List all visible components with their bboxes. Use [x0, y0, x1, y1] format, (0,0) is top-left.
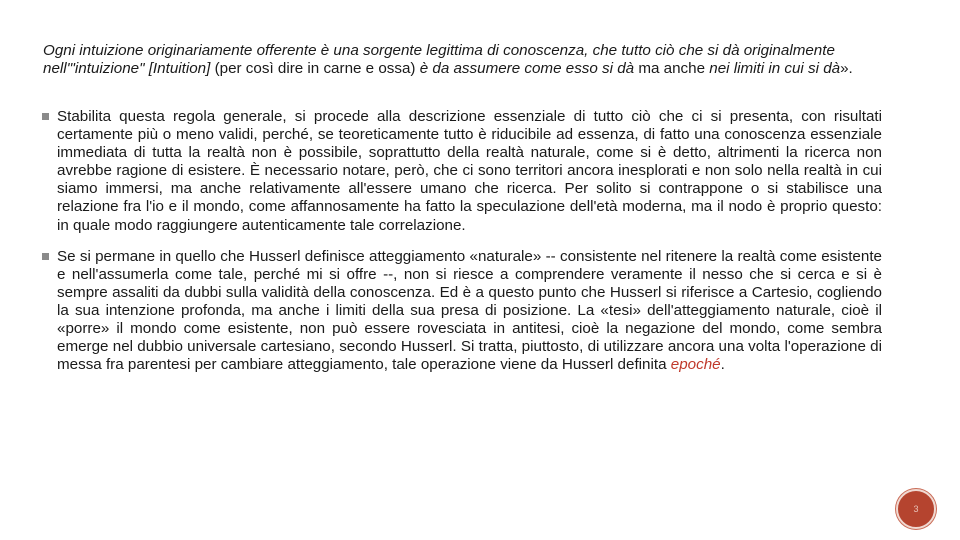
intro-text-3: è da assumere come esso si dà — [419, 60, 635, 77]
intro-text-2: (per così dire in carne e ossa) — [210, 60, 420, 77]
intro-text-5: nei limiti in cui si dà — [709, 60, 841, 77]
page-number: 3 — [913, 504, 919, 514]
intro-text-6: ». — [840, 60, 853, 77]
bullet-list — [42, 108, 882, 374]
bullet-square-icon — [42, 253, 49, 260]
bullet-square-icon — [42, 113, 49, 120]
bullet-item — [42, 248, 882, 375]
bullet-text: Se si permane in quello che Husserl definisce atteggiamento «naturale» -- consistente nel ritenere la realtà come esistente e nell'assumerla come tale, perché mi si offre --, non si riesce a comprendere veramente il nesso che si cerca e si è sempre assaliti da dubbi sulla validità della conoscenza. Ed è a questo punto che Husserl si riferisce a Cartesio, cogliendo la sua intenzione profonda, ma anche i limiti della sua presa di posizione. La «tesi» dell'atteggiamento naturale, cioè il «porre» il mondo come esistente, non può essere rovesciata in antitesi, cioè la negazione del mondo, come sembra emerge nel dubbio universale cartesiano, secondo Husserl. Si tratta, piuttosto, di utilizzare ancora una volta l'operazione di messa fra parentesi per cambiare atteggiamento, tale operazione viene da Husserl definita — [57, 247, 882, 374]
page-number-badge — [896, 489, 936, 529]
epoche-term: epoché — [670, 356, 721, 374]
intro-text-4: ma anche — [634, 60, 710, 77]
bullet-item — [42, 108, 882, 235]
intro-quote — [43, 42, 888, 78]
bullet-text: Stabilita questa regola generale, si procede alla descrizione essenziale di tutto ciò che ci si presenta, con risultati certamente più o meno validi, perché, se teoreticamente tutto è riducibile ad essenza, di fatto una conoscenza essenziale immediata di tutta la realtà non è possibile, soprattutto della realtà naturale, come si è detto, altrimenti la ricerca non avrebbe ragione di esistere. È necessario notare, però, che ci sono territori ancora inesplorati e non solo nella realtà in cui siamo immersi, ma anche relativamente all'essere umano che ricerca. Per solito si contrappone o si stabilisce una relazione fra l'io e il mondo, come affannosamente ha fatto la speculazione dell'età moderna, ma il nodo è proprio questo: in quale modo raggiungere autenticamente tale correlazione. — [57, 108, 882, 234]
intro-text-1: Ogni intuizione originariamente offerente è una sorgente legittima di conoscenza, che tutto ciò che si dà originalmente nell'"intuizione" [Intuition] — [43, 42, 835, 77]
bullet-text-end: . — [720, 356, 725, 374]
